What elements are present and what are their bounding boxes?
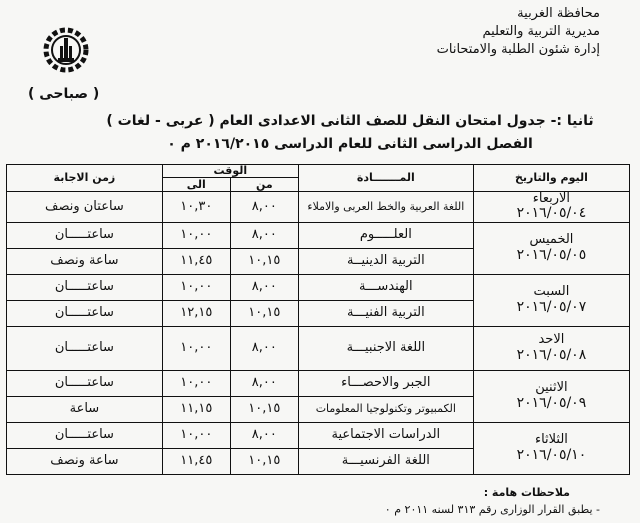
duration-cell: ساعتـــــان bbox=[7, 422, 163, 448]
duration-cell: ساعتـــــان bbox=[7, 370, 163, 396]
subject-cell: الهندســـة bbox=[298, 274, 473, 300]
from-cell: ٨,٠٠ bbox=[230, 326, 298, 370]
notes-title: ملاحظات هامة : bbox=[483, 486, 570, 499]
from-cell: ١٠,١٥ bbox=[230, 448, 298, 474]
to-cell: ١٢,١٥ bbox=[162, 300, 230, 326]
subject-cell: الكمبيوتر وتكنولوجيا المعلومات bbox=[298, 396, 473, 422]
duration-cell: ساعتـــــان bbox=[7, 300, 163, 326]
subject-cell: اللغة الاجنبيـــة bbox=[298, 326, 473, 370]
table-row bbox=[7, 326, 630, 370]
header-governorate: محافظة الغربية bbox=[517, 6, 600, 21]
header-to: الى bbox=[162, 178, 230, 192]
subject-cell: الدراسات الاجتماعية bbox=[298, 422, 473, 448]
subject-cell: اللغة العربية والخط العربى والاملاء bbox=[298, 192, 473, 223]
day-cell bbox=[473, 326, 629, 370]
header-subject: المـــــــادة bbox=[298, 165, 473, 192]
subject-cell: التربية الدينيــة bbox=[298, 248, 473, 274]
to-cell: ١٠,٣٠ bbox=[162, 192, 230, 223]
day-date: ٢٠١٦/٠٥/٠٥ bbox=[516, 246, 587, 263]
duration-cell: ساعتـــــان bbox=[7, 326, 163, 370]
subject-cell: التربية الفنيـــة bbox=[298, 300, 473, 326]
subject-cell: العلـــــوم bbox=[298, 222, 473, 248]
day-cell bbox=[473, 422, 629, 474]
to-cell: ١٠,٠٠ bbox=[162, 370, 230, 396]
table-row bbox=[7, 422, 630, 448]
to-cell: ١١,٤٥ bbox=[162, 248, 230, 274]
duration-cell: ساعتـــــان bbox=[7, 222, 163, 248]
to-cell: ١١,٤٥ bbox=[162, 448, 230, 474]
to-cell: ١٠,٠٠ bbox=[162, 274, 230, 300]
day-date: ٢٠١٦/٠٥/٠٧ bbox=[516, 298, 587, 315]
day-cell bbox=[473, 274, 629, 326]
day-name: الاحد bbox=[538, 332, 565, 348]
from-cell: ١٠,١٥ bbox=[230, 248, 298, 274]
header-department: إدارة شئون الطلبة والامتحانات bbox=[436, 42, 600, 57]
day-name: السبت bbox=[533, 284, 570, 300]
day-date: ٢٠١٦/٠٥/٠٩ bbox=[516, 394, 587, 411]
subject-cell: اللغة الفرنسيـــة bbox=[298, 448, 473, 474]
subject-cell: الجبر والاحصـــاء bbox=[298, 370, 473, 396]
from-cell: ٨,٠٠ bbox=[230, 370, 298, 396]
duration-cell: ساعتان ونصف bbox=[7, 192, 163, 223]
day-date: ٢٠١٦/٠٥/٠٤ bbox=[516, 205, 587, 222]
from-cell: ١٠,١٥ bbox=[230, 396, 298, 422]
header-day-date: اليوم والتاريخ bbox=[473, 165, 629, 192]
day-name: الاثنين bbox=[535, 380, 568, 396]
day-name: الثلاثاء bbox=[534, 432, 568, 448]
table-row bbox=[7, 370, 630, 396]
day-date: ٢٠١٦/٠٥/١٠ bbox=[516, 446, 587, 463]
from-cell: ٨,٠٠ bbox=[230, 222, 298, 248]
header-duration: زمن الاجابة bbox=[7, 165, 163, 192]
header-time: الوقت bbox=[162, 165, 298, 178]
day-name: الاربعاء bbox=[532, 191, 571, 207]
day-cell bbox=[473, 370, 629, 422]
duration-cell: ساعتـــــان bbox=[7, 274, 163, 300]
table-row bbox=[7, 222, 630, 248]
to-cell: ١١,١٥ bbox=[162, 396, 230, 422]
from-cell: ٨,٠٠ bbox=[230, 192, 298, 223]
from-cell: ٨,٠٠ bbox=[230, 422, 298, 448]
to-cell: ١٠,٠٠ bbox=[162, 422, 230, 448]
exam-schedule-table bbox=[6, 164, 630, 475]
header-from: من bbox=[230, 178, 298, 192]
table-row bbox=[7, 274, 630, 300]
schedule-subtitle: الفصل الدراسى الثانى للعام الدراسى ٢٠١٦/٢٠١٥ م ٠ bbox=[167, 136, 533, 152]
day-date: ٢٠١٦/٠٥/٠٨ bbox=[516, 346, 587, 363]
logo-caption: ( صباحى ) bbox=[28, 86, 100, 102]
table-row bbox=[7, 192, 630, 223]
to-cell: ١٠,٠٠ bbox=[162, 222, 230, 248]
header-directorate: مديرية التربية والتعليم bbox=[482, 24, 600, 39]
day-cell bbox=[473, 192, 629, 223]
from-cell: ٨,٠٠ bbox=[230, 274, 298, 300]
duration-cell: ساعة ونصف bbox=[7, 248, 163, 274]
day-name: الخميس bbox=[529, 232, 574, 248]
day-cell bbox=[473, 222, 629, 274]
gear-logo-icon bbox=[38, 22, 94, 78]
to-cell: ١٠,٠٠ bbox=[162, 326, 230, 370]
duration-cell: ساعة ونصف bbox=[7, 448, 163, 474]
note-text: يطبق القرار الوزارى رقم ٣١٣ لسنه ٢٠١١ م ٠ bbox=[384, 503, 593, 516]
note-item: - يطبق القرار الوزارى رقم ٣١٣ لسنه ٢٠١١ م ٠ bbox=[384, 503, 600, 516]
schedule-title: ثانيا :- جدول امتحان النقل للصف الثانى الاعدادى العام ( عربى - لغات ) bbox=[106, 113, 594, 129]
from-cell: ١٠,١٥ bbox=[230, 300, 298, 326]
duration-cell: ساعة bbox=[7, 396, 163, 422]
